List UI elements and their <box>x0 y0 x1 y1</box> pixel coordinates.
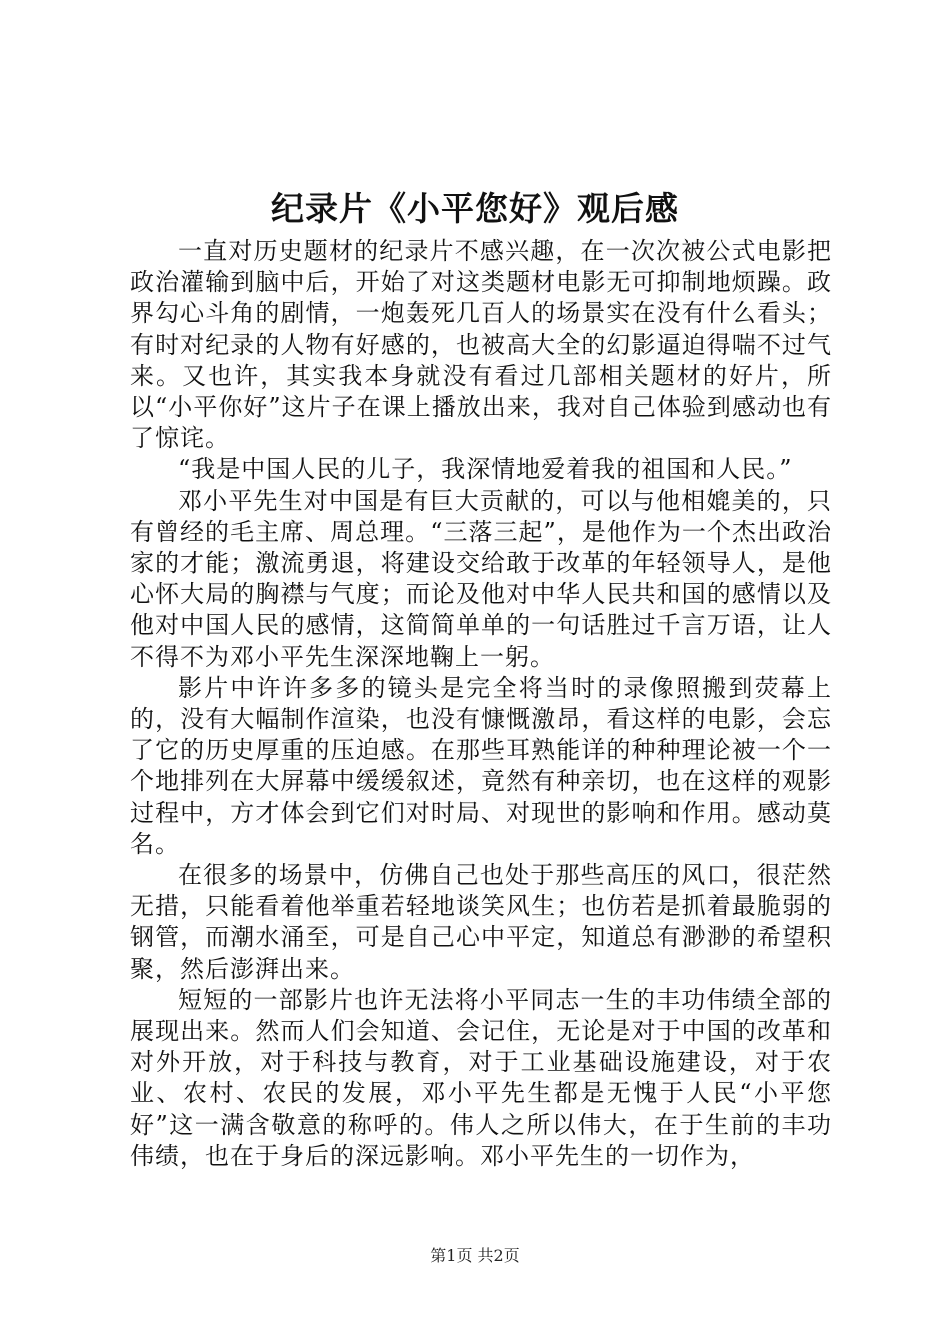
paragraph-quote: “我是中国人民的儿子，我深情地爱着我的祖国和人民。” <box>178 455 793 484</box>
paragraph: 在很多的场景中，仿佛自己也处于那些高压的风口，很茫然无措，只能看着他举重若轻地谈笑风生；也仿若是抓着最脆弱的钢管，而潮水涌至，可是自己心中平定，知道总有渺渺的希望积聚，然后澎湃出来。 <box>130 861 832 983</box>
paragraph: 一直对历史题材的纪录片不感兴趣，在一次次被公式电影把政治灌输到脑中后，开始了对这类题材电影无可抑制地烦躁。政界勾心斗角的剧情，一炮轰死几百人的场景实在没有什么看头；有时对纪录的人物有好感的，也被高大全的幻影逼迫得喘不过气来。又也许，其实我本身就没有看过几部相关题材的好片，所以“小平你好”这片子在课上播放出来，我对自己体验到感动也有了惊诧。 <box>130 237 832 453</box>
document-title: 纪录片《小平您好》观后感 <box>271 189 679 228</box>
paragraph: 邓小平先生对中国是有巨大贡献的，可以与他相媲美的，只有曾经的毛主席、周总理。“三落三起”，是他作为一个杰出政治家的才能；激流勇退，将建设交给敢于改革的年轻领导人，是他心怀大局的胸襟与气度；而论及他对中华人民共和国的感情以及他对中国人民的感情，这简简单单的一句话胜过千言万语，让人不得不为邓小平先生深深地鞠上一躬。 <box>130 486 832 671</box>
document-body <box>130 236 832 1172</box>
paragraph: 短短的一部影片也许无法将小平同志一生的丰功伟绩全部的展现出来。然而人们会知道、会记住，无论是对于中国的改革和对外开放，对于科技与教育，对于工业基础设施建设，对于农业、农村、农民的发展，邓小平先生都是无愧于人民“小平您好”这一满含敬意的称呼的。伟人之所以伟大，在于生前的丰功伟绩，也在于身后的深远影响。邓小平先生的一切作为， <box>130 985 832 1170</box>
paragraph: 影片中许许多多的镜头是完全将当时的录像照搬到荧幕上的，没有大幅制作渲染，也没有慷慨激昂，看这样的电影，会忘了它的历史厚重的压迫感。在那些耳熟能详的种种理论被一个一个地排列在大屏幕中缓缓叙述，竟然有种亲切，也在这样的观影过程中，方才体会到它们对时局、对现世的影响和作用。感动莫名。 <box>130 673 832 858</box>
page-footer: 第1页 共2页 <box>430 1246 520 1265</box>
